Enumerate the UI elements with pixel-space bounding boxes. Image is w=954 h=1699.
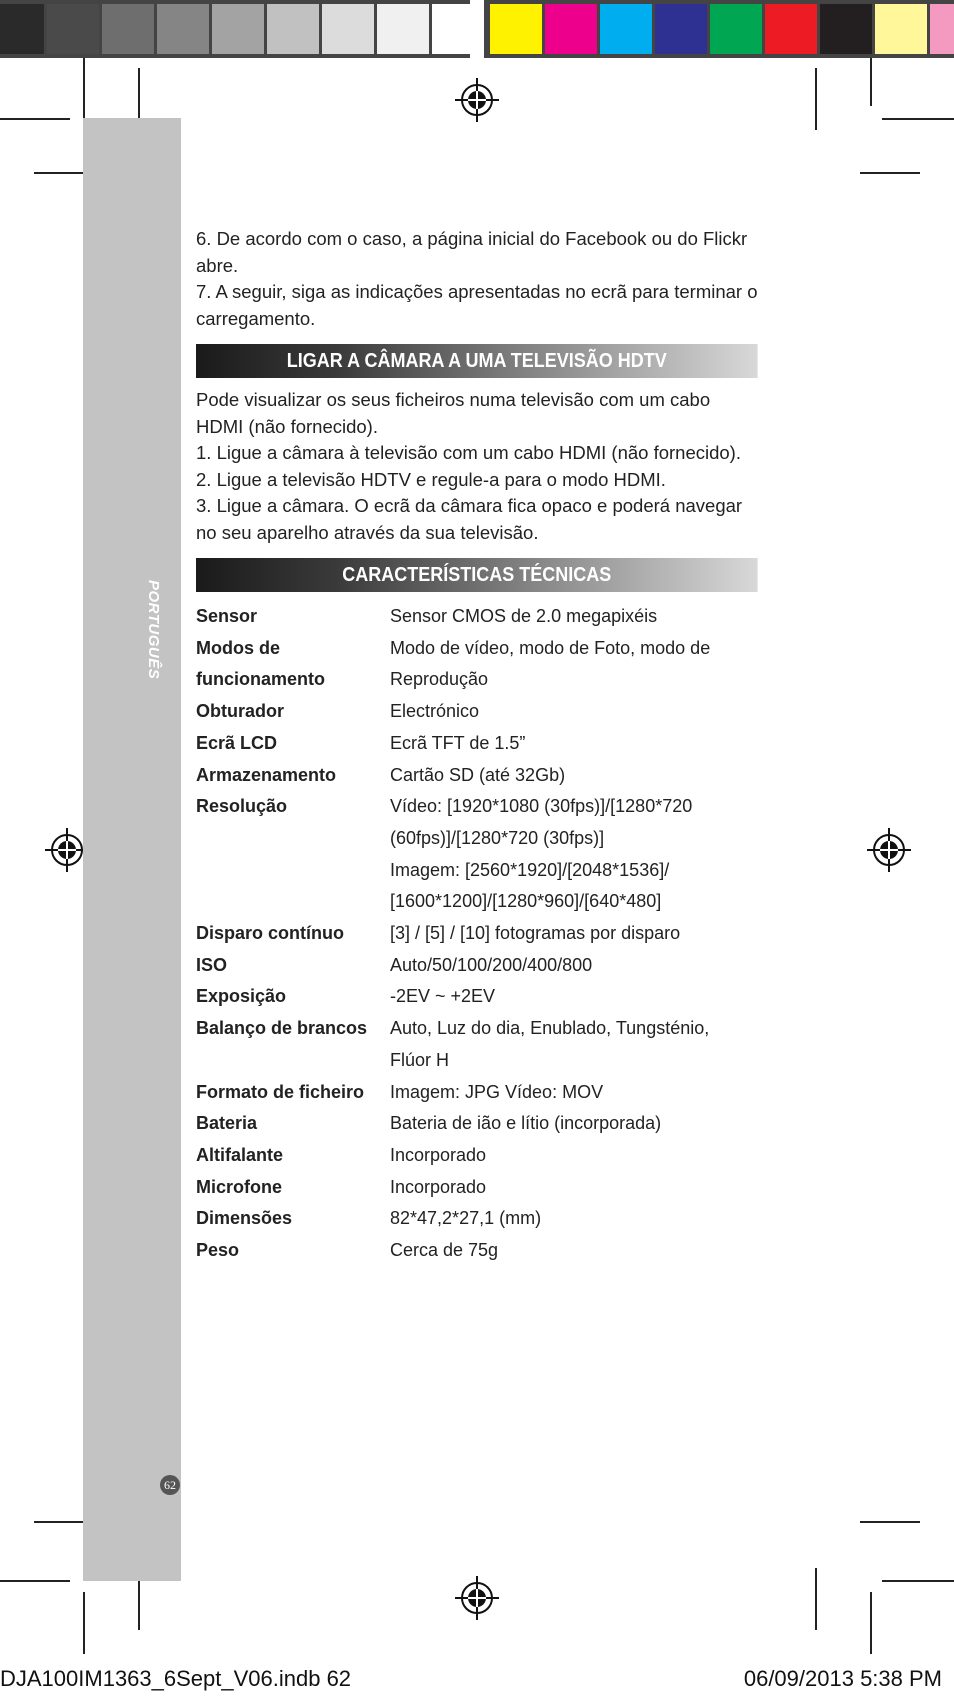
page-content [196,226,758,1267]
spec-label: ISO [196,954,228,975]
spec-value-line: Incorporado [390,1144,487,1165]
spec-label: Peso [196,1240,240,1261]
spec-label: Microfone [196,1176,283,1197]
color-swatch [102,4,154,54]
color-swatch [600,4,652,54]
spec-row [196,1203,758,1235]
registration-mark-icon [455,1576,499,1620]
spec-label: Exposição [196,986,287,1007]
color-swatch [432,4,484,54]
spec-value [390,664,758,696]
footer-timestamp: 06/09/2013 5:38 PM [743,1666,942,1691]
color-swatch [820,4,872,54]
spec-label: Altifalante [196,1144,284,1165]
spec-value-line: Auto/50/100/200/400/800 [390,954,593,975]
side-band [83,118,181,1581]
footer-file-slug: DJA100IM1363_6Sept_V06.indb 62 [0,1666,352,1691]
spec-label: Ecrã LCD [196,732,278,753]
spec-value [390,1172,758,1204]
intro-paragraph: 7. A seguir, siga as indicações apresentadas no ecrã para terminar o carregamento. [196,281,758,329]
color-swatch [0,4,44,54]
color-swatch [377,4,429,54]
spec-label: Balanço de brancos [196,1018,368,1039]
spec-value [390,1077,758,1109]
spec-row [196,1140,758,1172]
spec-row [196,1013,758,1076]
hdtv-paragraph: 3. Ligue a câmara. O ecrã da câmara fica opaco e poderá navegar no seu aparelho através da sua televisão. [196,495,743,543]
spec-value-line: Imagem: JPG Vídeo: MOV [390,1081,604,1102]
spec-value [390,981,758,1013]
spec-row [196,981,758,1013]
spec-value [390,1108,758,1140]
spec-value [390,1235,758,1267]
crop-mark [83,1592,85,1654]
spec-value [390,601,758,633]
spec-row [196,696,758,728]
spec-row [196,950,758,982]
spec-value [390,633,758,665]
spec-value-line: 82*47,2*27,1 (mm) [390,1208,542,1229]
spec-value-line: -2EV ~ +2EV [390,986,496,1007]
color-swatch [267,4,319,54]
color-swatch [322,4,374,54]
spec-row [196,791,758,918]
spec-value-line: (60fps)]/[1280*720 (30fps)] [390,827,605,848]
spec-value-line: Vídeo: [1920*1080 (30fps)]/[1280*720 [390,796,693,817]
color-swatch [655,4,707,54]
hdtv-paragraph: 2. Ligue a televisão HDTV e regule-a para o modo HDMI. [196,468,666,490]
spec-value-line: Bateria de ião e lítio (incorporada) [390,1113,662,1134]
crop-mark [860,172,920,174]
crop-mark [870,58,872,106]
color-swatch [765,4,817,54]
page-number: 62 [160,1475,180,1495]
spec-row [196,601,758,633]
spec-value-line: [1600*1200]/[1280*960]/[640*480] [390,891,662,912]
intro-paragraph: 6. De acordo com o caso, a página inicial do Facebook ou do Flickr abre. [196,228,748,276]
spec-label: Bateria [196,1113,258,1134]
spec-value-line: Cartão SD (até 32Gb) [390,764,566,785]
crop-mark [882,1580,954,1582]
color-swatch [490,4,542,54]
crop-mark [815,68,817,130]
spec-row [196,664,758,696]
spec-value [390,760,758,792]
spec-value-line: Reprodução [390,669,489,690]
spec-row [196,918,758,950]
crop-mark [870,1592,872,1654]
spec-label: Sensor [196,606,258,626]
color-swatch [212,4,264,54]
spec-value [390,728,758,760]
spec-row [196,760,758,792]
spec-value-line: Electrónico [390,701,480,722]
spec-value [390,1203,758,1235]
spec-row [196,1077,758,1109]
color-swatch [710,4,762,54]
spec-value [390,918,758,950]
spec-value-line: Cerca de 75g [390,1240,499,1261]
crop-mark [0,118,70,120]
crop-mark [83,58,85,120]
spec-row [196,633,758,665]
color-calibration-bar [0,0,954,58]
crop-mark [815,1568,817,1630]
spec-row [196,728,758,760]
spec-label: Armazenamento [196,764,337,785]
spec-value-line: Ecrã TFT de 1.5” [390,732,526,753]
spec-row [196,1172,758,1204]
color-swatch [157,4,209,54]
color-swatch [930,4,954,54]
spec-value [390,1013,758,1076]
spec-value-line: Auto, Luz do dia, Enublado, Tungsténio, [390,1018,710,1039]
spec-label: Dimensões [196,1208,293,1229]
color-swatch [545,4,597,54]
crop-mark [860,1521,920,1523]
spec-label: Resolução [196,796,288,817]
spec-value-line: Sensor CMOS de 2.0 megapixéis [390,606,658,626]
language-label: PORTUGUÊS [145,580,162,680]
spec-label: Obturador [196,701,284,722]
spec-value-line: Incorporado [390,1176,487,1197]
section-heading-specs: CARACTERÍSTICAS TÉCNICAS [196,558,758,592]
spec-row [196,1235,758,1267]
spec-value-line: Modo de vídeo, modo de Foto, modo de [390,637,711,658]
spec-value [390,1140,758,1172]
crop-mark [882,118,954,120]
section-heading-hdtv: LIGAR A CÂMARA A UMA TELEVISÃO HDTV [196,344,758,378]
spec-value-line: Imagem: [2560*1920]/[2048*1536]/ [390,859,670,880]
spec-label: Disparo contínuo [196,923,344,944]
spec-value-line: [3] / [5] / [10] fotogramas por disparo [390,923,681,944]
hdtv-paragraph: 1. Ligue a câmara à televisão com um cabo HDMI (não fornecido). [196,442,741,463]
hdtv-paragraph: Pode visualizar os seus ficheiros numa televisão com um cabo HDMI (não fornecido). [196,389,711,437]
specs-table [196,601,758,1267]
registration-mark-icon [867,828,911,872]
spec-value [390,791,758,918]
spec-value-line: Flúor H [390,1049,450,1070]
spec-label: funcionamento [196,669,325,690]
spec-label: Formato de ficheiro [196,1081,365,1102]
crop-mark [0,1580,70,1582]
spec-row [196,1108,758,1140]
registration-mark-icon [455,78,499,122]
color-swatch [47,4,99,54]
spec-value [390,696,758,728]
spec-label: Modos de [196,637,280,658]
spec-value [390,950,758,982]
color-swatch [875,4,927,54]
